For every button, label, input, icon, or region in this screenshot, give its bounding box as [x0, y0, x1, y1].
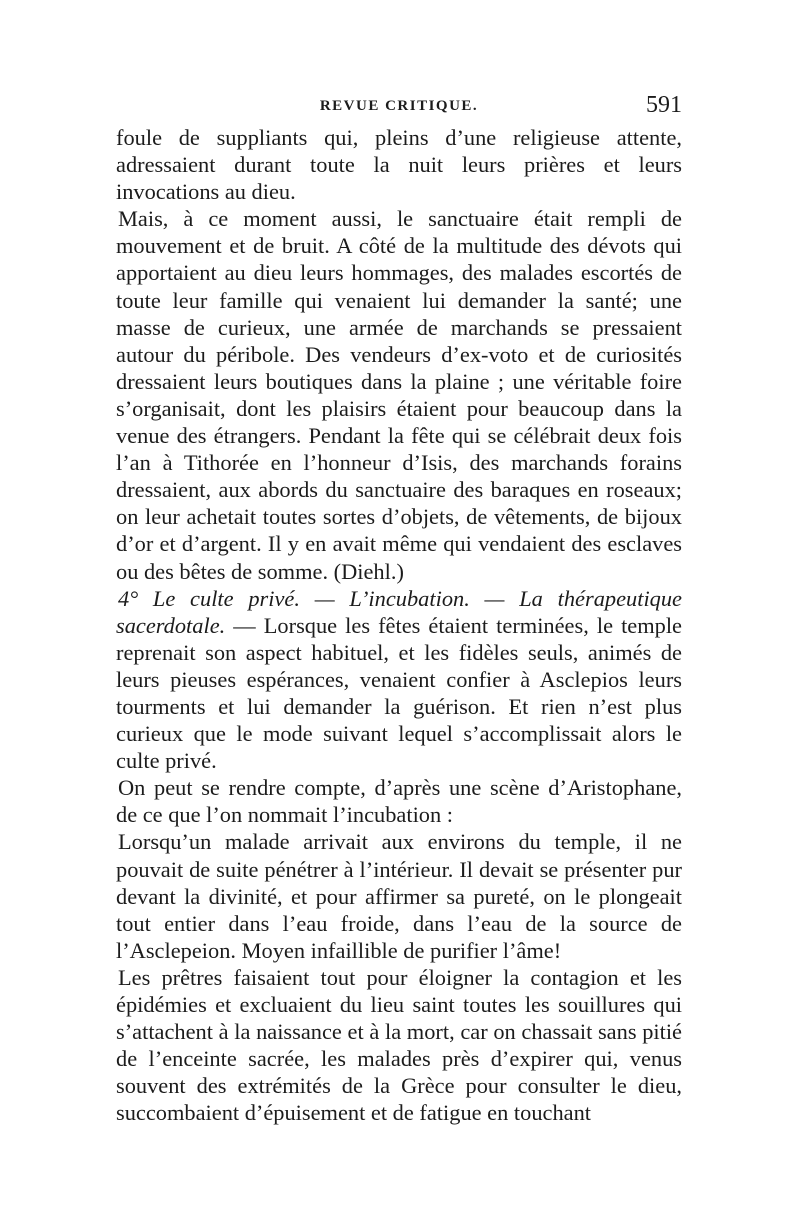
section-heading: 4° Le culte privé. — L’incubation. — La thérapeutique sacerdotale. — [116, 585, 682, 638]
paragraph-pretres: Les prêtres faisaient tout pour éloigner la contagion et les épidémies et excluaient du lieu saint toutes les souillures qui s’attachent à la naissance et à la mort, car on chassait sans pitié de l’enceinte sacrée, les malades près d’expirer qui, venus souvent des extrémités de la Grèce pour consulter le dieu, succombaient d’épuisement et de fatigue en touchant — [116, 964, 682, 1126]
page-body — [116, 124, 682, 1126]
paragraph-aristophane: On peut se rendre compte, d’après une scène d’Aristophane, de ce que l’on nommait l’incubation : — [116, 775, 682, 828]
paragraph-incubation: Lorsqu’un malade arrivait aux environs du temple, il ne pouvait de suite pénétrer à l’intérieur. Il devait se présenter pur devant la divinité, et pour affirmer sa pureté, on le plongeait tout entier dans l’eau froide, dans l’eau de la source de l’Asclepeion. Moyen infaillible de purifier l’âme! — [116, 829, 682, 963]
running-title: REVUE CRITIQUE. — [319, 98, 479, 114]
page-number: 591 — [646, 92, 682, 118]
paragraph-continued: foule de suppliants qui, pleins d’une religieuse attente, adressaient durant toute la nuit leurs prières et leurs invocations au dieu. — [116, 125, 682, 205]
section-text: — Lorsque les fêtes étaient terminées, le temple reprenait son aspect habituel, et les fidèles seuls, animés de leurs pieuses espérances, venaient confier à Asclepios leurs tourments et lui demander la guérison. Et rien n’est plus curieux que le mode suivant lequel s’accomplissait alors le culte privé. — [116, 612, 682, 774]
paragraph-culte-prive — [116, 585, 682, 775]
page-header — [116, 92, 682, 122]
paragraph-sanctuary: Mais, à ce moment aussi, le sanctuaire était rempli de mouvement et de bruit. A côté de la multitude des dévots qui apportaient au dieu leurs hommages, des malades escortés de toute leur famille qui venaient lui demander la santé; une masse de curieux, une armée de marchands se pressaient autour du péribole. Des vendeurs d’ex-voto et de curiosités dressaient leurs boutiques dans la plaine ; une véritable foire s’organisait, dont les plaisirs étaient pour beaucoup dans la venue des étrangers. Pendant la fête qui se célébrait deux fois l’an à Tithorée en l’honneur d’Isis, des marchands forains dressaient, aux abords du sanctuaire des baraques en roseaux; on leur achetait toutes sortes d’objets, de vêtements, de bijoux d’or et d’argent. Il y en avait même qui vendaient des esclaves ou des bêtes de somme. (Diehl.) — [116, 206, 682, 584]
